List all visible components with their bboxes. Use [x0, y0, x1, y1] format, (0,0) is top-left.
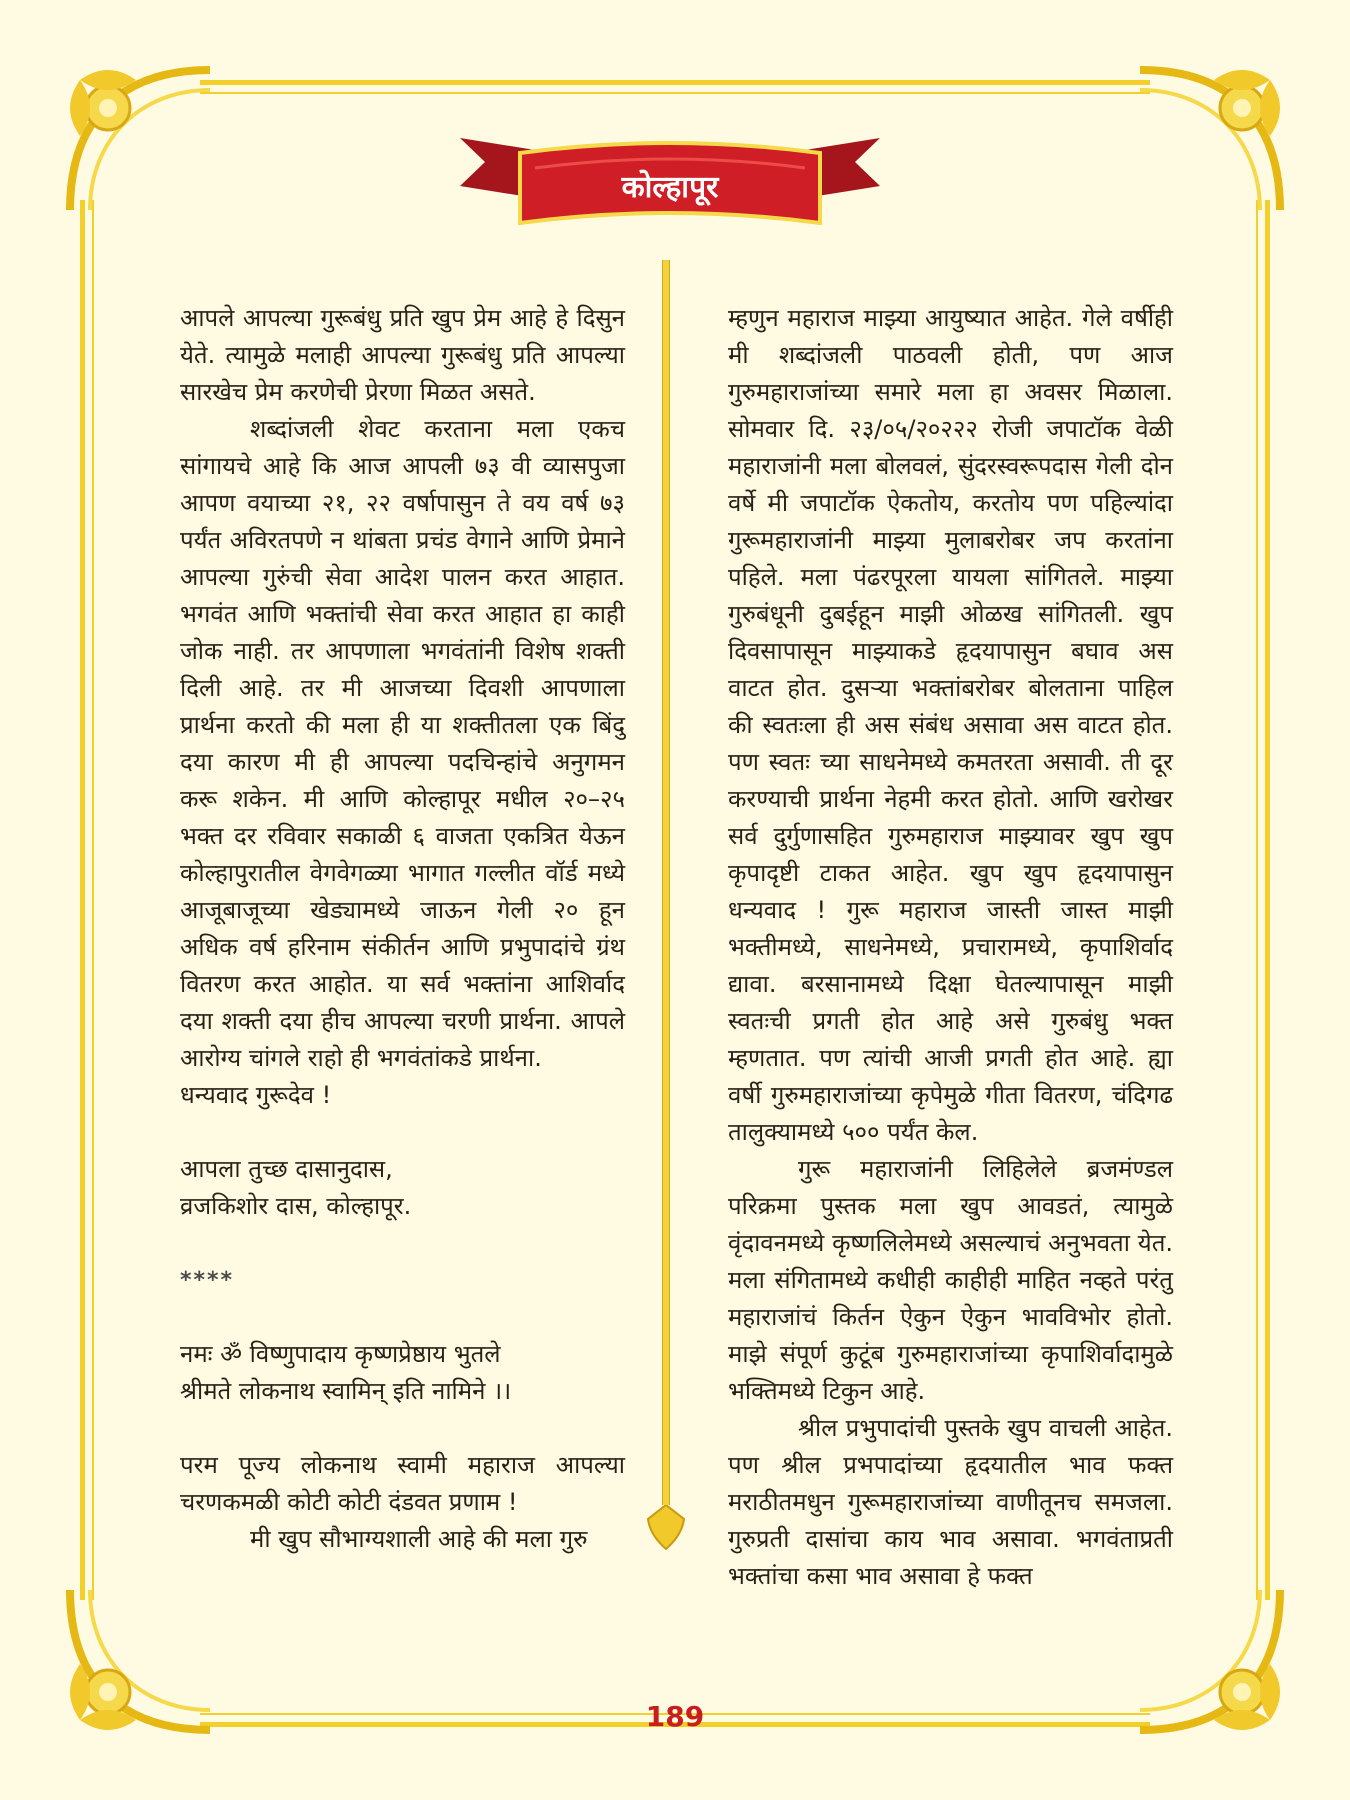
- column-divider: [662, 260, 670, 1505]
- page-number: 189: [645, 1700, 705, 1733]
- mantra-line-1: नमः ॐ विष्णुपादाय कृष्णप्रेष्ठाय भुतले: [180, 1340, 501, 1368]
- divider-finial: [646, 1505, 686, 1550]
- mantra-line-2: श्रीमते लोकनाथ स्वामिन् इति नामिने ।।: [180, 1377, 512, 1405]
- page-title: कोल्हापूर: [621, 170, 719, 205]
- left-border: [80, 200, 85, 1600]
- left-column: [180, 300, 625, 1558]
- section-separator: ****: [180, 1268, 235, 1293]
- left-paragraph-1: आपले आपल्या गुरूबंधु प्रति खुप प्रेम आहे हे दिसुन येते. त्यामुळे मलाही आपल्या गुरूबंधु प्रति आपल्या सारखेच प्रेम करणेची प्रेरणा मिळत असते.: [180, 304, 625, 406]
- left-paragraph-2: शब्दांजली शेवट करताना मला एकच सांगायचे आहे कि आज आपली ७३ वी व्यासपुजा आपण वयाच्या २१, २२ वर्षापासुन ते वय वर्ष ७३ पर्यंत अविरतपणे न थांबता प्रचंड वेगाने आणि प्रेमाने आपल्या गुरुंची सेवा आदेश पालन करत आहात. भगवंत आणि भक्तांची सेवा करत आहात हा काही जोक नाही. तर आपणाला भगवंतांनी विशेष शक्ती दिली आहे. तर मी आजच्या दिवशी आपणाला प्रार्थना करतो की मला ही या शक्तीतला एक बिंदु दया कारण मी ही आपल्या पदचिन्हांचे अनुगमन करू शकेन. मी आणि कोल्हापूर मधील २०–२५ भक्त दर रविवार सकाळी ६ वाजता एकत्रित येऊन कोल्हापुरातील वेगवेगळ्या भागात गल्लीत वॉर्ड मध्ये आजूबाजूच्या खेड्यामध्ये जाऊन गेली २० हून अधिक वर्ष हरिनाम संकीर्तन आणि प्रभुपादांचे ग्रंथ वितरण करत आहोत. या सर्व भक्तांना आशिर्वाद दया शक्ती दया हीच आपल्या चरणी प्रार्थना. आपले आरोग्य चांगले राहो ही भगवंतांकडे प्रार्थना.: [180, 415, 625, 1072]
- right-column: [728, 300, 1173, 1595]
- corner-ornament-top-right: [1130, 60, 1290, 220]
- right-border-inner: [1256, 200, 1258, 1600]
- corner-ornament-top-left: [60, 60, 220, 220]
- signature-line-2: व्रजकिशोर दास, कोल्हापूर.: [180, 1192, 412, 1220]
- right-paragraph-1: म्हणुन महाराज माझ्या आयुष्यात आहेत. गेले वर्षीही मी शब्दांजली पाठवली होती, पण आज गुरुमहाराजांच्या समारे मला हा अवसर मिळाला. सोमवार दि. २३/०५/२०२२२ रोजी जपाटॉक वेळी महाराजांनी मला बोलवलं, सुंदरस्वरूपदास गेली दोन वर्षे मी जपाटॉक ऐकतोय, करतोय पण पहिल्यांदा गुरूमहाराजांनी माझ्या मुलाबरोबर जप करतांना पहिले. मला पंढरपूरला यायला सांगितले. माझ्या गुरुबंधूनी दुबईहून माझी ओळख सांगितली. खुप दिवसापासून माझ्याकडे हृदयापासुन बघाव अस वाटत होत. दुसऱ्या भक्तांबरोबर बोलताना पाहिल की स्वतःला ही अस संबंध असावा अस वाटत होत. पण स्वतः च्या साधनेमध्ये कमतरता असावी. ती दूर करण्याची प्रार्थना नेहमी करत होतो. आणि खरोखर सर्व दुर्गुणासहित गुरुमहाराज माझ्यावर खुप खुप कृपादृष्टी टाकत आहेत. खुप खुप हृदयापासुन धन्यवाद ! गुरू महाराज जास्ती जास्त माझी भक्तीमध्ये, साधनेमध्ये, प्रचारामध्ये, कृपाशिर्वाद द्यावा. बरसानामध्ये दिक्षा घेतल्यापासून माझी स्वतःची प्रगती होत आहे असे गुरुबंधु भक्त म्हणतात. पण त्यांची आजी प्रगती होत आहे. ह्या वर्षी गुरुमहाराजांच्या कृपेमुळे गीता वितरण, चंदिगढ तालुक्यामध्ये ५०० पर्यंत केल.: [728, 304, 1173, 1146]
- left-paragraph-3: परम पूज्य लोकनाथ स्वामी महाराज आपल्या चरणकमळी कोटी कोटी दंडवत प्रणाम !: [180, 1451, 625, 1516]
- right-paragraph-2: गुरू महाराजांनी लिहिलेले ब्रजमंण्डल परिक्रमा पुस्तक मला खुप आवडतं, त्यामुळे वृंदावनमध्ये कृष्णलिलेमध्ये असल्याचं अनुभवता येत. मला संगितामध्ये कधीही काहीही माहित नव्हते परंतु महाराजांचं किर्तन ऐकुन ऐकुन भावविभोर होतो. माझे संपूर्ण कुटूंब गुरुमहाराजांच्या कृपाशिर्वादामुळे भक्तिमध्ये टिकुन आहे.: [728, 1155, 1173, 1405]
- right-border: [1265, 200, 1270, 1600]
- closing-thanks: धन्यवाद गुरूदेव !: [180, 1081, 332, 1109]
- left-border-inner: [92, 200, 94, 1600]
- top-border-inner: [200, 92, 1150, 94]
- right-paragraph-3: श्रील प्रभुपादांची पुस्तके खुप वाचली आहेत. पण श्रील प्रभपादांच्या हृदयातील भाव फक्त मराठीतमधुन गुरूमहाराजांच्या वाणीतूनच समजला. गुरुप्रती दासांचा काय भाव असावा. भगवंताप्रती भक्तांचा कसा भाव असावा हे फक्त: [728, 1414, 1173, 1590]
- signature-line-1: आपला तुच्छ दासानुदास,: [180, 1155, 393, 1183]
- left-paragraph-4: मी खुप सौभाग्यशाली आहे की मला गुरु: [250, 1525, 588, 1553]
- top-border: [200, 80, 1150, 85]
